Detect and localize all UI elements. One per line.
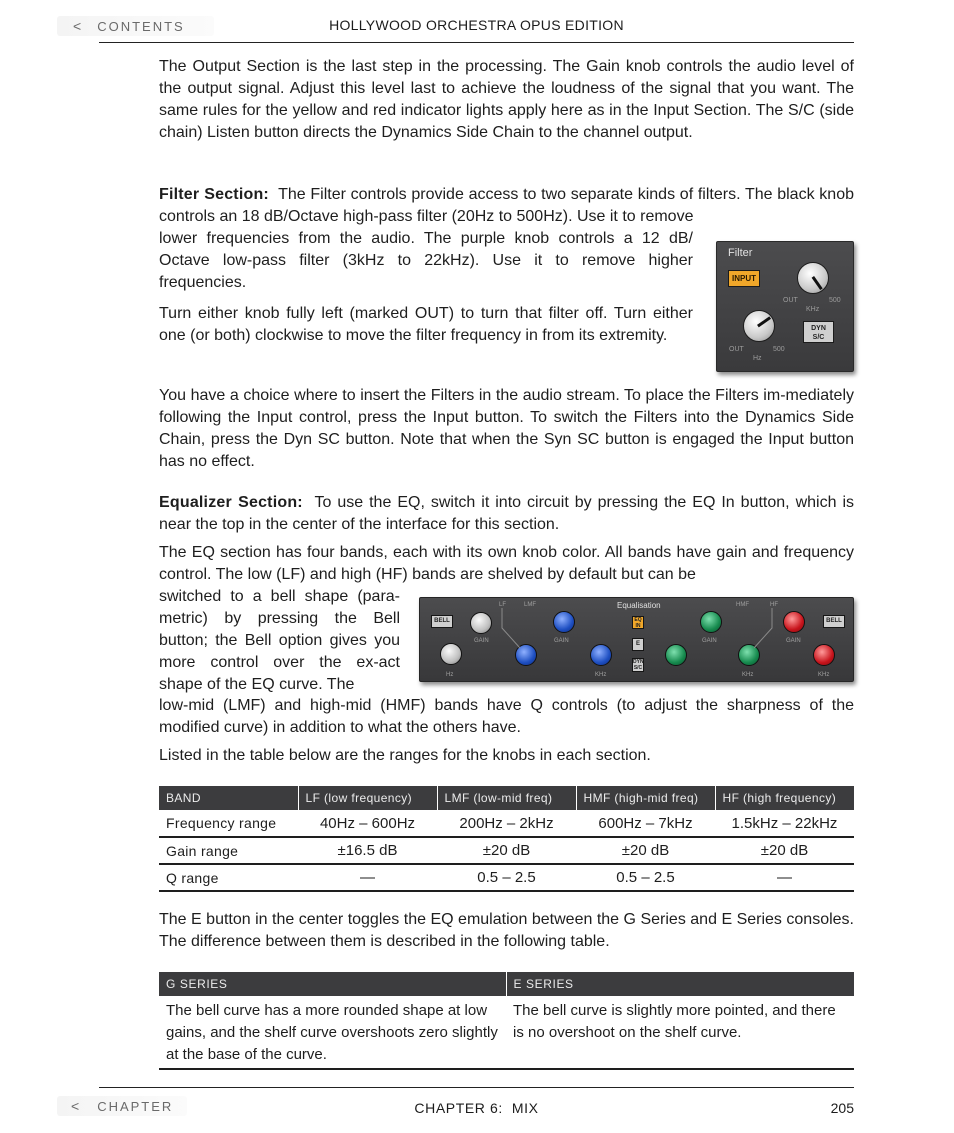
sc-label: S/C [812, 334, 825, 341]
filter-heading: Filter Section: [159, 186, 269, 203]
table-cell: — [298, 864, 437, 891]
filter-choice-text: You have a choice where to insert the Filters in the audio stream. To place the Filters im-mediately following the Input control, press the Input button. To switch the Filters into the Dynamics Side Chain, press the Dyn SC button. Note that when the Syn SC button is engaged the Input button has no effect. [159, 387, 854, 470]
hmf-khz-label: KHz [742, 672, 754, 678]
filter-panel-title: Filter [728, 247, 753, 259]
eq-hmf-label: HMF [736, 602, 749, 608]
table-row [159, 864, 854, 891]
row-header-cell: Q range [159, 864, 298, 891]
series-table-header [159, 972, 854, 996]
row-header-cell: Gain range [159, 837, 298, 864]
filter-turn-paragraph [159, 303, 693, 347]
eq-in-button: EQ IN [632, 616, 644, 629]
filter-choice-paragraph [159, 385, 854, 473]
eq-bands-wrap-text: switched to a bell shape (para-metric) by pressing the Bell button; the Bell option gives you more control over the ex-act shape of the EQ curve. The [159, 588, 400, 693]
eq-panel-title: Equalisation [617, 601, 661, 610]
table-cell: 0.5 – 2.5 [576, 864, 715, 891]
table-cell: ±20 dB [576, 837, 715, 864]
eq-bell-right-button: BELL [823, 615, 845, 628]
table-row [159, 837, 854, 864]
series-table [159, 972, 854, 1070]
header-rule [99, 42, 854, 43]
filter-input-button: INPUT [728, 270, 760, 287]
table-intro [159, 745, 854, 767]
lmf-khz-label: KHz [595, 672, 607, 678]
eq-lmf-label: LMF [524, 602, 536, 608]
eq-divider-lines [420, 598, 854, 682]
filter-dyn-sc-button [803, 321, 834, 343]
highpass-knob [743, 310, 775, 342]
lowpass-knob [797, 262, 829, 294]
filter-intro [159, 184, 854, 228]
chevron-left-icon: < [73, 18, 82, 34]
eq-bands-text: The EQ section has four bands, each with its own knob color. All bands have gain and frequency control. The low (LF) and high (HF) bands are shelved by default but can be [159, 544, 854, 583]
filter-intro-text: The Filter controls provide access to two separate kinds of filters. The black knob controls an 18 dB/Octave high-pass filter (20Hz to 500Hz). Use it to remove [159, 186, 854, 225]
page-number: 205 [830, 1100, 854, 1116]
ranges-header-cell: LF (low frequency) [298, 786, 437, 810]
chapter-label: CHAPTER [97, 1098, 174, 1114]
table-cell: The bell curve is slightly more pointed, and there is no overshoot on the shelf curve. [506, 996, 854, 1069]
table-row [159, 996, 854, 1069]
table-cell: 600Hz – 7kHz [576, 810, 715, 837]
table-cell: — [715, 864, 854, 891]
output-paragraph [159, 56, 854, 144]
highpass-unit-label: Hz [753, 355, 762, 362]
lowpass-unit-label: KHz [806, 306, 820, 313]
series-header-cell: G SERIES [159, 972, 506, 996]
table-cell: 40Hz – 600Hz [298, 810, 437, 837]
eq-intro [159, 492, 854, 536]
eq-intro-text: To use the EQ, switch it into circuit by pressing the EQ In button, which is near the top in the center of the interface for this section. [159, 494, 855, 533]
eq-bands-paragraph [159, 542, 854, 586]
ebutton-text: The E button in the center toggles the EQ emulation between the G Series and E Series consoles. The difference between them is described in the following table. [159, 911, 854, 950]
lf-hz-label: Hz [446, 672, 454, 678]
ranges-header-cell: HMF (high-mid freq) [576, 786, 715, 810]
lf-gain-label: GAIN [474, 638, 489, 644]
contents-label: CONTENTS [97, 18, 185, 34]
row-header-cell: Frequency range [159, 810, 298, 837]
highpass-out-label: OUT [729, 346, 744, 353]
table-cell: The bell curve has a more rounded shape at low gains, and the shelf curve overshoots zero slightly at the base of the curve. [159, 996, 506, 1069]
footer-chapter: CHAPTER 6: MIX [414, 1100, 539, 1116]
eq-dyn-sc-button: DYN S/C [633, 659, 644, 671]
ranges-table [159, 786, 854, 892]
document-title: HOLLYWOOD ORCHESTRA OPUS EDITION [329, 17, 624, 33]
ranges-header-cell: BAND [159, 786, 298, 810]
table-cell: ±16.5 dB [298, 837, 437, 864]
table-cell: ±20 dB [715, 837, 854, 864]
table-cell: 200Hz – 2kHz [437, 810, 576, 837]
eq-bands-wrap [159, 586, 400, 696]
table-cell: ±20 dB [437, 837, 576, 864]
eq-lf-label: LF [499, 602, 507, 608]
footer-rule [99, 1087, 854, 1088]
filter-panel-image [716, 241, 854, 372]
eq-bell-left-button: BELL [431, 615, 453, 628]
table-cell: 0.5 – 2.5 [437, 864, 576, 891]
series-header-cell: E SERIES [506, 972, 854, 996]
chevron-left-icon: < [71, 1098, 80, 1114]
lowpass-out-label: OUT [783, 297, 798, 304]
eq-bands-after [159, 695, 854, 739]
table-row [159, 810, 854, 837]
output-text: The Output Section is the last step in the processing. The Gain knob controls the audio level of the output signal. Adjust this level last to achieve the loudness of the signal that you want. The same rules for the yellow and red indicator lights apply here as in the Input Section. The S/C (side chain) Listen button directs the Dynamics Side Chain to the channel output. [159, 58, 854, 141]
ebutton-paragraph [159, 909, 854, 953]
ranges-header-cell: HF (high frequency) [715, 786, 854, 810]
filter-wrap-text: lower frequencies from the audio. The purple knob controls a 12 dB/ Octave low-pass filter (3kHz to 22kHz). Use it to remove higher frequencies. [159, 230, 693, 291]
hmf-gain-label: GAIN [702, 638, 717, 644]
filter-intro-wrap [159, 228, 693, 294]
lowpass-max-label: 500 [829, 297, 841, 304]
eq-hf-label: HF [770, 602, 778, 608]
table-cell: 1.5kHz – 22kHz [715, 810, 854, 837]
hf-khz-label: KHz [818, 672, 830, 678]
eq-panel-image [419, 597, 854, 682]
ranges-header-cell: LMF (low-mid freq) [437, 786, 576, 810]
highpass-max-label: 500 [773, 346, 785, 353]
table-intro-text: Listed in the table below are the ranges for the knobs in each section. [159, 747, 651, 764]
ranges-table-header [159, 786, 854, 810]
eq-bands-after-text: low-mid (LMF) and high-mid (HMF) bands have Q controls (to adjust the sharpness of the modified curve) in addition to what the others have. [159, 697, 854, 736]
eq-e-button: E [632, 638, 644, 651]
eq-heading: Equalizer Section: [159, 494, 303, 511]
hf-gain-label: GAIN [786, 638, 801, 644]
filter-turn-text: Turn either knob fully left (marked OUT) to turn that filter off. Turn either one (or both) clockwise to move the filter frequency in from its extremity. [159, 305, 693, 344]
dyn-label: DYN [811, 325, 826, 332]
lmf-gain-label: GAIN [554, 638, 569, 644]
